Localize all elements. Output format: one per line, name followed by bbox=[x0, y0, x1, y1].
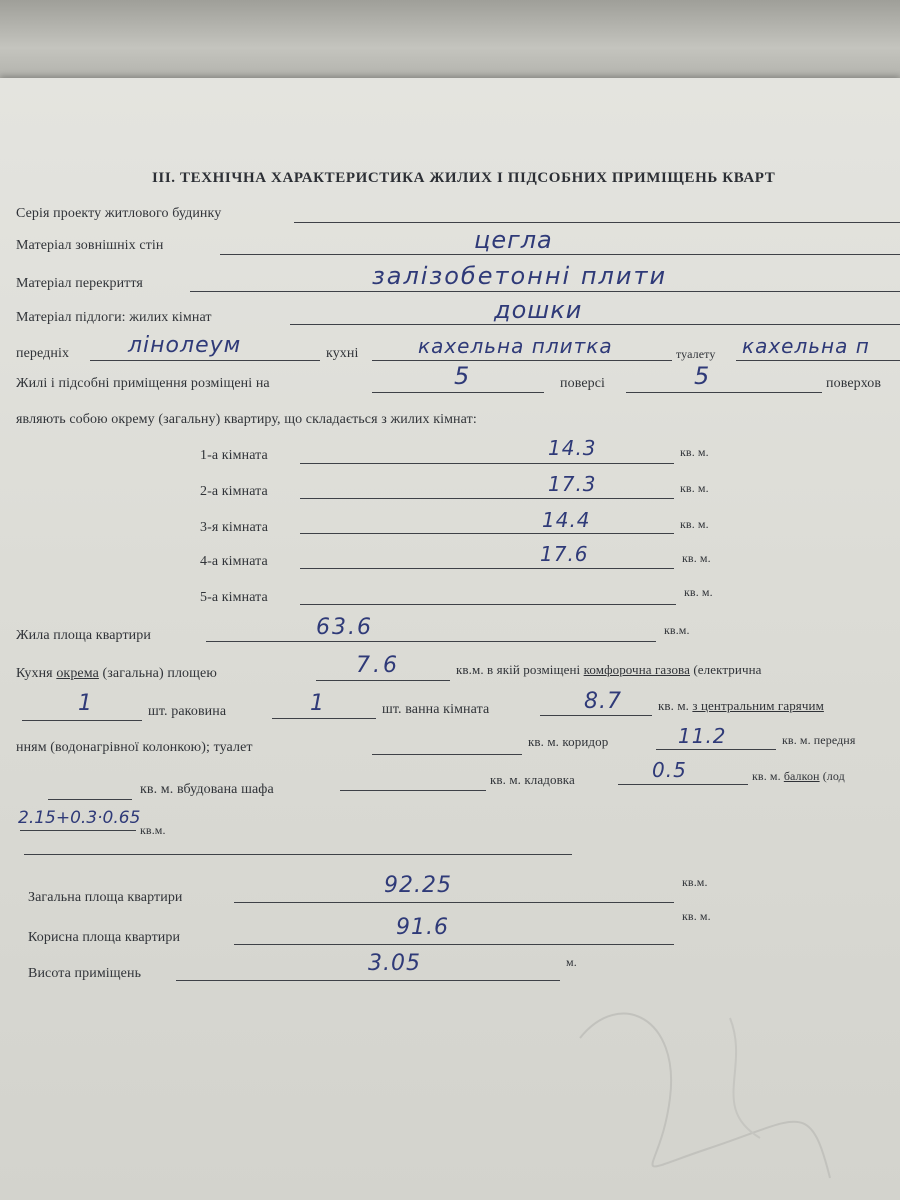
room-line bbox=[300, 533, 674, 534]
hall-label: передніх bbox=[16, 346, 70, 361]
balcony-value-unit: кв.м. bbox=[140, 823, 166, 837]
living-area-line bbox=[206, 641, 656, 642]
kitchen-area-word: (загальна) площею bbox=[102, 666, 217, 681]
walls-line bbox=[220, 254, 900, 255]
room-label: 2-а кімната bbox=[200, 484, 268, 499]
kitchen-separate: окрема bbox=[56, 666, 99, 681]
corridor-value: 11.2 bbox=[678, 724, 727, 748]
water-label: нням (водонагрівної колонкою); туалет bbox=[16, 740, 253, 755]
floors-total-line bbox=[626, 392, 822, 393]
total-area-value: 92.25 bbox=[384, 873, 452, 898]
walls-value: цегла bbox=[474, 226, 553, 254]
total-area-unit: кв.м. bbox=[682, 875, 708, 889]
hallway-line bbox=[48, 799, 132, 800]
toilet-line bbox=[372, 754, 522, 755]
floors-total-value: 5 bbox=[694, 362, 711, 390]
storage-line bbox=[618, 784, 748, 785]
useful-area-label: Корисна площа квартири bbox=[28, 930, 181, 945]
floor-label: Матеріал підлоги: жилих кімнат bbox=[16, 310, 212, 325]
room-unit: кв. м. bbox=[684, 585, 713, 599]
series-line bbox=[294, 222, 900, 223]
room-label: 5-а кімната bbox=[200, 590, 268, 605]
bath-unit: кв. м. bbox=[658, 698, 690, 713]
wardrobe-line bbox=[340, 790, 486, 791]
blank-line bbox=[24, 854, 572, 855]
sink-count-line bbox=[22, 720, 142, 721]
height-unit: м. bbox=[566, 955, 577, 969]
bath-rest bbox=[658, 698, 824, 714]
floor-word: поверсі bbox=[560, 376, 606, 391]
room-unit: кв. м. bbox=[680, 481, 709, 495]
living-area-value: 63.6 bbox=[316, 615, 373, 640]
kitchen-floor-value: кахельна плитка bbox=[418, 334, 613, 358]
kitchen-rest bbox=[456, 662, 762, 678]
room-value: 17.3 bbox=[548, 472, 597, 496]
storage-label: кв. м. кладовка bbox=[490, 772, 575, 787]
wardrobe-label: кв. м. вбудована шафа bbox=[140, 782, 274, 797]
sink-count-value: 1 bbox=[78, 691, 93, 716]
corridor-label: кв. м. коридор bbox=[528, 734, 609, 749]
room-value: 14.4 bbox=[542, 508, 591, 532]
ceiling-value: залізобетонні плити bbox=[372, 262, 668, 290]
balcony-label bbox=[752, 768, 845, 784]
room-unit: кв. м. bbox=[680, 517, 709, 531]
ceiling-label: Матеріал перекриття bbox=[16, 276, 143, 291]
storage-value: 0.5 bbox=[652, 758, 687, 782]
hallway-rest: кв. м. передня bbox=[782, 733, 856, 747]
height-label: Висота приміщень bbox=[28, 966, 142, 981]
floor-number-value: 5 bbox=[454, 362, 471, 390]
bath-count-line bbox=[272, 718, 376, 719]
living-area-unit: кв.м. bbox=[664, 623, 690, 637]
kitchen-floor-label: кухні bbox=[326, 346, 359, 361]
total-area-line bbox=[234, 902, 674, 903]
room-line bbox=[300, 568, 674, 569]
kitchen-area-line bbox=[316, 680, 450, 681]
kitchen-area-value: 7.6 bbox=[356, 653, 400, 678]
compose-label: являють собою окрему (загальну) квартиру, що складається з жилих кімнат: bbox=[16, 412, 477, 427]
height-value: 3.05 bbox=[368, 951, 421, 976]
floor-value: дошки bbox=[494, 296, 583, 324]
hall-value: лінолеум bbox=[128, 333, 242, 358]
balcony-loggia: (лод bbox=[822, 769, 845, 783]
balcony-unit: кв. м. bbox=[752, 769, 781, 783]
bath-area-line bbox=[540, 715, 652, 716]
walls-label: Матеріал зовнішніх стін bbox=[16, 238, 164, 253]
floors-word: поверхов bbox=[826, 376, 882, 391]
bath-area-value: 8.7 bbox=[584, 689, 622, 714]
room-label: 3-я кімната bbox=[200, 520, 269, 535]
kitchen-word: Кухня bbox=[16, 666, 53, 681]
located-label: Жилі і підсобні приміщення розміщені на bbox=[16, 376, 270, 391]
kitchen-floor-line bbox=[372, 360, 672, 361]
total-area-label: Загальна площа квартири bbox=[28, 890, 183, 905]
toilet-floor-value: кахельна п bbox=[742, 334, 870, 358]
kitchen-rest-c: (електрична bbox=[693, 662, 762, 677]
useful-area-value: 91.6 bbox=[396, 915, 449, 940]
sink-label: шт. раковина bbox=[148, 704, 227, 719]
pencil-scribble bbox=[560, 978, 860, 1198]
room-label: 4-а кімната bbox=[200, 554, 268, 569]
floor-line bbox=[290, 324, 900, 325]
room-line bbox=[300, 604, 676, 605]
document-page bbox=[0, 78, 900, 1200]
room-label: 1-а кімната bbox=[200, 448, 268, 463]
bath-hotwater: з центральним гарячим bbox=[692, 698, 824, 713]
balcony-value: 2.15+0.3·0.65 bbox=[18, 808, 141, 828]
useful-area-unit: кв. м. bbox=[682, 909, 711, 923]
room-value: 17.6 bbox=[540, 542, 589, 566]
series-label: Серія проекту житлового будинку bbox=[16, 206, 222, 221]
room-unit: кв. м. bbox=[680, 445, 709, 459]
room-unit: кв. м. bbox=[682, 551, 711, 565]
room-value: 14.3 bbox=[548, 436, 597, 460]
background-surface bbox=[0, 0, 900, 80]
section-title: III. ТЕХНІЧНА ХАРАКТЕРИСТИКА ЖИЛИХ І ПІДСОБНИХ ПРИМІЩЕНЬ КВАРТ bbox=[152, 170, 776, 186]
kitchen-rest-a: кв.м. в якій розміщені bbox=[456, 662, 581, 677]
useful-area-line bbox=[234, 944, 674, 945]
bath-label: шт. ванна кімната bbox=[382, 702, 490, 717]
room-line bbox=[300, 463, 674, 464]
room-line bbox=[300, 498, 674, 499]
living-area-label: Жила площа квартири bbox=[16, 628, 151, 643]
corridor-line bbox=[656, 749, 776, 750]
bath-count-value: 1 bbox=[310, 691, 325, 716]
balcony-word: балкон bbox=[783, 769, 820, 783]
kitchen-stove: комфорочна газова bbox=[583, 662, 690, 677]
kitchen-label bbox=[16, 666, 217, 682]
ceiling-line bbox=[190, 291, 900, 292]
balcony-line bbox=[20, 830, 136, 831]
toilet-floor-line bbox=[736, 360, 900, 361]
hall-line bbox=[90, 360, 320, 361]
floor-number-line bbox=[372, 392, 544, 393]
toilet-floor-label: туалету bbox=[676, 347, 716, 361]
height-line bbox=[176, 980, 560, 981]
